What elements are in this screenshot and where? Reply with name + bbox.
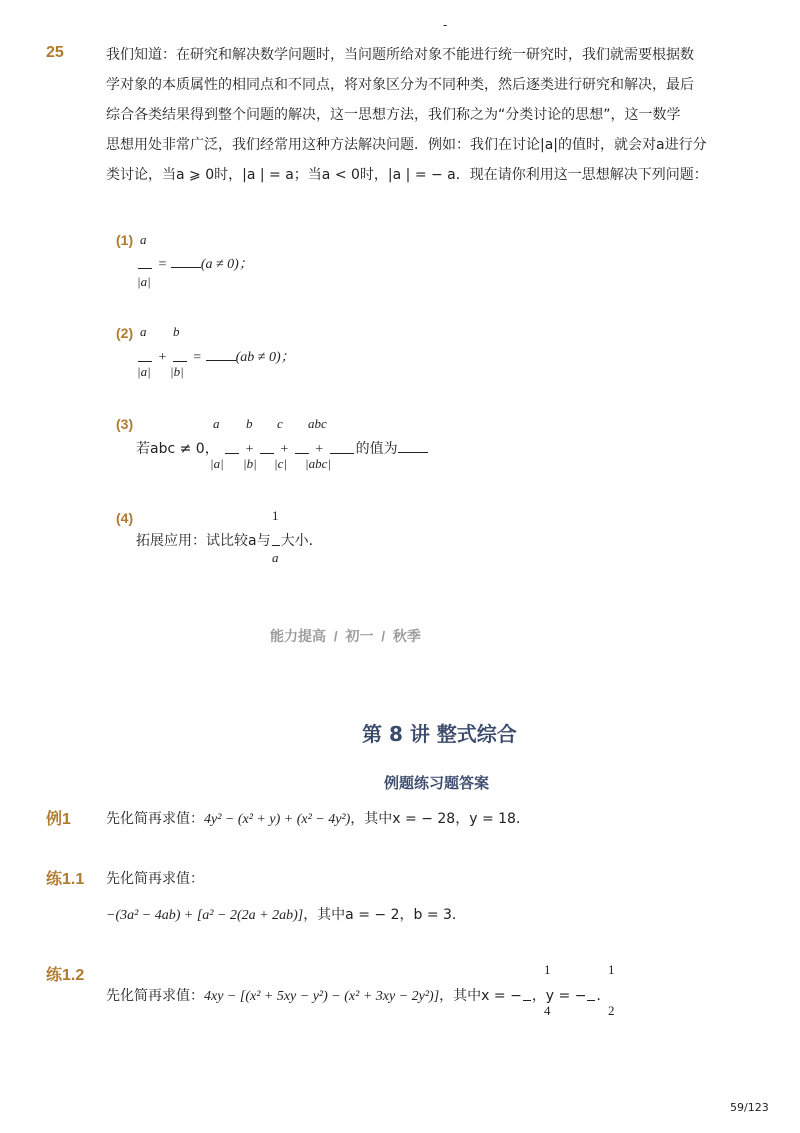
problem-text xyxy=(106,40,746,190)
answer-blank xyxy=(398,440,428,453)
fraction-bar xyxy=(523,992,531,1001)
tail-text: ，其中x = − xyxy=(439,988,522,1004)
lead-text: 先化简再求值： xyxy=(106,988,204,1004)
fraction-numerator: 1 xyxy=(544,962,551,977)
problem-line: 学对象的本质属性的相同点和不同点，将对象区分为不同种类，然后逐类进行研究和解决，最后 xyxy=(106,77,694,93)
fraction-numerator: a xyxy=(140,232,147,247)
equation-line-3 xyxy=(136,438,428,458)
fraction-denominator: |c| xyxy=(274,456,287,471)
fraction-numerator: a xyxy=(213,416,220,431)
condition-text: 若abc ≠ 0， xyxy=(136,441,219,457)
end-text: ． xyxy=(596,988,611,1004)
fraction-denominator: |a| xyxy=(210,456,224,471)
condition: (a ≠ 0)； xyxy=(200,257,253,272)
exercise-label: 练1.2 xyxy=(46,967,85,984)
equation-line-2 xyxy=(136,346,295,366)
fraction-bar xyxy=(272,537,280,546)
fraction-denominator: |abc| xyxy=(305,456,331,471)
tail-text: ，其中a = − 2，b = 3． xyxy=(303,907,466,923)
plus-sign: + xyxy=(158,350,167,365)
fraction-numerator: abc xyxy=(308,416,327,431)
problem-line: 综合各类结果得到整个问题的解决，这一思想方法，我们称之为“分类讨论的思想”，这一数学 xyxy=(106,107,681,123)
exercise-label: 练1.1 xyxy=(46,871,85,888)
fraction-bar xyxy=(260,445,274,454)
equation-line-1 xyxy=(136,253,253,273)
fraction-bar xyxy=(295,445,309,454)
fraction-denominator: a xyxy=(272,550,279,565)
fraction-numerator: b xyxy=(246,416,253,431)
fraction-denominator: 2 xyxy=(608,1003,615,1018)
mid-text: ，y = − xyxy=(531,988,587,1004)
suffix-text: 大小． xyxy=(280,533,323,549)
section-title: 例题练习题答案 xyxy=(384,774,490,792)
example-1-line xyxy=(106,808,530,828)
sub-label-4: (4) xyxy=(116,510,134,526)
sub-label-3: (3) xyxy=(116,416,134,432)
fraction-denominator: |a| xyxy=(137,274,151,289)
top-mark: - xyxy=(443,18,448,32)
fraction-bar xyxy=(173,353,187,362)
page-number: 59/123 xyxy=(730,1101,769,1114)
sub-label-2: (2) xyxy=(116,325,134,341)
running-header: 能力提高 / 初一 / 秋季 xyxy=(270,628,421,644)
fraction-bar xyxy=(330,445,354,454)
fraction-denominator: |b| xyxy=(170,364,184,379)
condition: (ab ≠ 0)； xyxy=(235,350,295,365)
example-label: 例1 xyxy=(46,811,71,828)
exercise-1-2-line xyxy=(106,985,610,1005)
expression: −(3a² − 4ab) + [a² − 2(2a + 2ab)] xyxy=(106,908,304,923)
fraction-denominator: 4 xyxy=(544,1003,551,1018)
problem-line: 我们知道：在研究和解决数学问题时，当问题所给对象不能进行统一研究时，我们就需要根据数 xyxy=(106,47,694,63)
fraction-denominator: |b| xyxy=(243,456,257,471)
plus-sign: + xyxy=(245,442,254,457)
plus-sign: + xyxy=(280,442,289,457)
answer-blank xyxy=(206,348,236,361)
exercise-1-1-line xyxy=(106,904,466,924)
fraction-bar xyxy=(587,992,595,1001)
suffix-text: 的值为 xyxy=(355,441,398,457)
expression: 4y² − (x² + y) + (x² − 4y²) xyxy=(204,812,351,827)
fraction-denominator: |a| xyxy=(137,364,151,379)
equals-sign: = xyxy=(193,350,202,365)
equation-line-4 xyxy=(136,530,323,550)
problem-line: 类讨论，当a ⩾ 0时，|a | = a；当a < 0时，|a | = − a．现在请你利用这一思想解决下列问题： xyxy=(106,167,708,183)
expression: 4xy − [(x² + 5xy − y²) − (x² + 3xy − 2y²)] xyxy=(204,989,440,1004)
fraction-numerator: 1 xyxy=(608,962,615,977)
equals-sign: = xyxy=(158,257,167,272)
fraction-numerator: b xyxy=(173,324,180,339)
tail-text: ，其中x = − 28，y = 18． xyxy=(350,811,530,827)
exercise-1-1-lead: 先化简再求值： xyxy=(106,871,204,887)
problem-line: 思想用处非常广泛，我们经常用这种方法解决问题．例如：我们在讨论|a|的值时，就会对a进行分 xyxy=(106,137,707,153)
fraction-bar xyxy=(138,353,152,362)
prefix-text: 拓展应用：试比较a与 xyxy=(136,533,271,549)
fraction-bar xyxy=(138,260,152,269)
problem-number: 25 xyxy=(46,44,64,61)
fraction-numerator: 1 xyxy=(272,508,279,523)
answer-blank xyxy=(171,255,201,268)
lecture-title: 第 8 讲 整式综合 xyxy=(362,722,517,746)
fraction-numerator: a xyxy=(140,324,147,339)
lead-text: 先化简再求值： xyxy=(106,811,204,827)
sub-label-1: (1) xyxy=(116,232,134,248)
fraction-bar xyxy=(225,445,239,454)
plus-sign: + xyxy=(315,442,324,457)
fraction-numerator: c xyxy=(277,416,283,431)
